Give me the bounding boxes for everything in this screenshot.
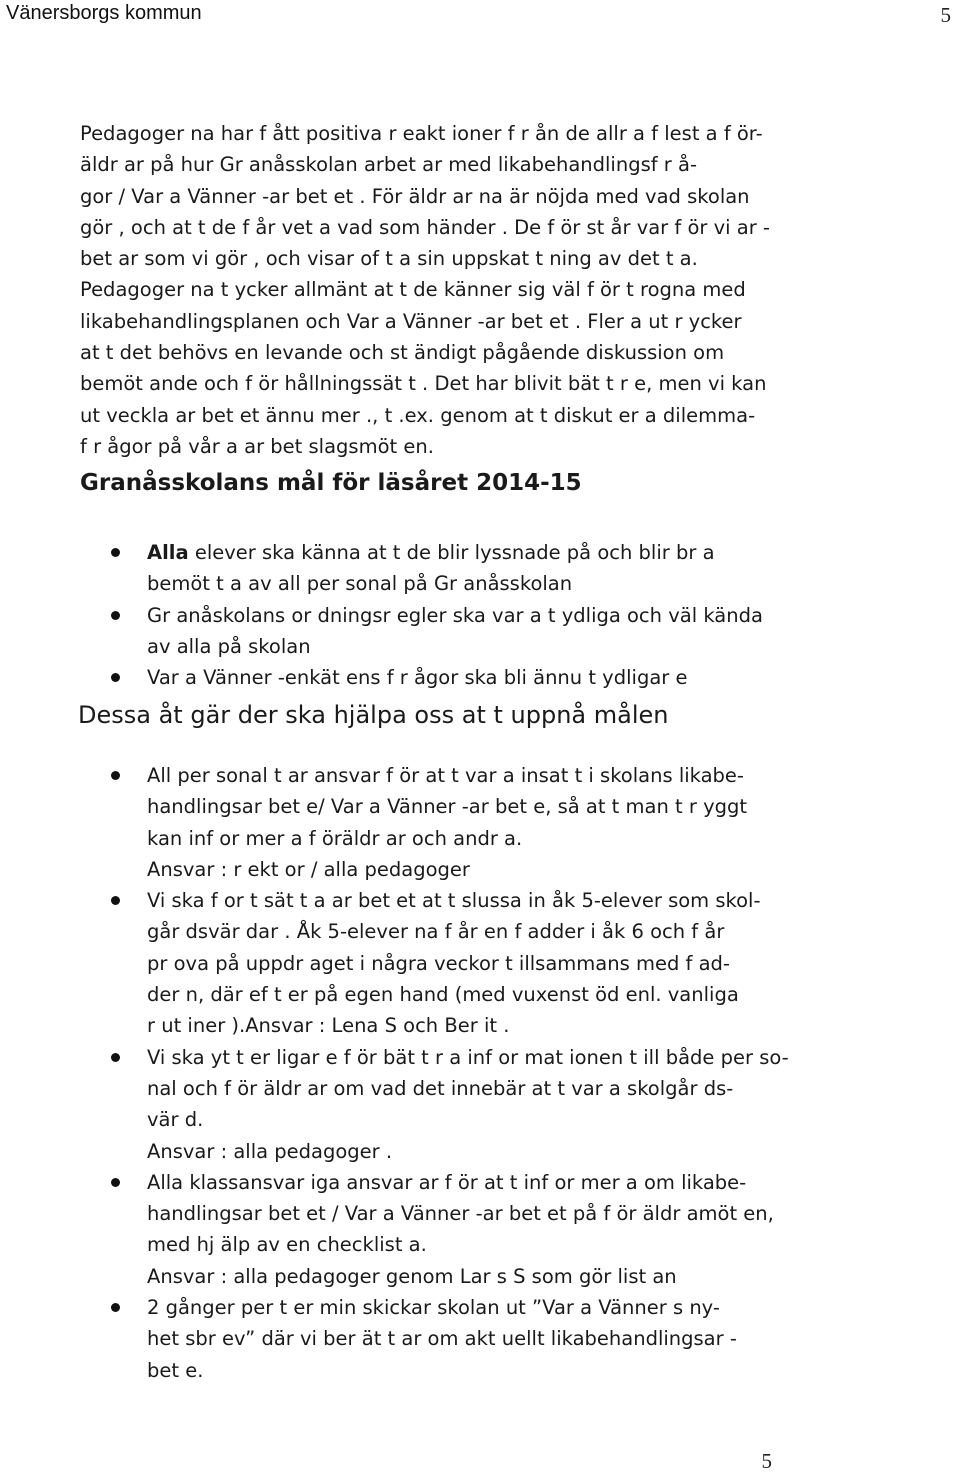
list-item-line: kan inf or mer a f öräldr ar och andr a. <box>147 826 523 850</box>
list-item-line: bet e. <box>147 1358 204 1382</box>
list-item-line <box>147 537 960 568</box>
intro-line: likabehandlingsplanen och Var a Vänner -ar bet et . Fler a ut r ycker <box>80 309 742 333</box>
intro-line: gor / Var a Vänner -ar bet et . För äldr ar na är nöjda med vad skolan <box>80 184 750 208</box>
intro-line: f r ågor på vår a ar bet slagsmöt en. <box>80 434 434 458</box>
list-item <box>0 1042 960 1167</box>
intro-paragraph <box>80 118 780 462</box>
list-item-line: Var a Vänner -enkät ens f r ågor ska bli ännu t ydligar e <box>147 666 688 690</box>
intro-line: Pedagoger na har f ått positiva r eakt ioner f r ån de allr a f lest a f ör- <box>80 122 763 145</box>
header-organization: Vänersborgs kommun <box>6 2 202 24</box>
list-item-line: av alla på skolan <box>147 634 311 658</box>
list-item-line: Ansvar : r ekt or / alla pedagoger <box>147 857 470 881</box>
intro-line: äldr ar på hur Gr anåsskolan arbet ar med likabehandlingsf r å- <box>80 153 698 177</box>
actions-list <box>0 760 960 1386</box>
list-item-line: het sbr ev” där vi ber ät t ar om akt uellt likabehandlingsar - <box>147 1327 737 1351</box>
list-item-line: Ansvar : alla pedagoger genom Lar s S som gör list an <box>147 1264 677 1288</box>
header-page-number: 5 <box>940 3 951 27</box>
list-item-line: går dsvär dar . Åk 5-elever na f år en f adder i åk 6 och f år <box>147 920 725 944</box>
list-item <box>0 1167 960 1292</box>
list-item-line: bemöt t a av all per sonal på Gr anåsskolan <box>147 572 573 596</box>
bullet-icon <box>111 896 120 905</box>
bullet-icon <box>111 548 120 557</box>
list-item-line: der n, där ef t er på egen hand (med vuxenst öd enl. vanliga <box>147 983 739 1007</box>
list-item-line: Ansvar : alla pedagoger . <box>147 1139 393 1163</box>
intro-line: Pedagoger na t ycker allmänt at t de känner sig väl f ör t rogna med <box>80 278 746 302</box>
list-item-line: Vi ska yt t er ligar e f ör bät t r a inf or mat ionen t ill både per so- <box>147 1045 789 1069</box>
list-item <box>0 600 960 663</box>
list-item-line: handlingsar bet et / Var a Vänner -ar bet et på f ör äldr amöt en, <box>147 1202 774 1226</box>
footer-page-number: 5 <box>761 1449 772 1473</box>
list-item-line: nal och f ör äldr ar om vad det innebär at t var a skolgår ds- <box>147 1076 734 1100</box>
list-item-line: Alla klassansvar iga ansvar ar f ör at t inf or mer a om likabe- <box>147 1170 747 1194</box>
list-item <box>0 885 960 1041</box>
list-item-line: pr ova på uppdr aget i några veckor t illsammans med f ad- <box>147 951 730 975</box>
list-item <box>0 1292 960 1386</box>
intro-line: bet ar som vi gör , och visar of t a sin uppskat t ning av det t a. <box>80 247 698 271</box>
intro-line: ut veckla ar bet et ännu mer ., t .ex. genom at t diskut er a dilemma- <box>80 403 756 427</box>
goals-list <box>0 537 960 693</box>
emphasis-text: Alla <box>147 541 189 564</box>
bullet-icon <box>111 611 120 620</box>
list-item-line: vär d. <box>147 1108 204 1132</box>
actions-heading: Dessa åt gär der ska hjälpa oss at t uppnå målen <box>78 701 669 729</box>
bullet-icon <box>111 673 120 682</box>
list-item-line: 2 gånger per t er min skickar skolan ut ”Var a Vänner s ny- <box>147 1296 720 1320</box>
list-item-line: handlingsar bet e/ Var a Vänner -ar bet e, så at t man t r yggt <box>147 795 748 819</box>
intro-line: gör , och at t de f år vet a vad som händer . De f ör st år var f ör vi ar - <box>80 215 770 239</box>
intro-line: bemöt ande och f ör hållningssät t . Det har blivit bät t r e, men vi kan <box>80 372 767 396</box>
bullet-icon <box>111 1053 120 1062</box>
list-item-line: med hj älp av en checklist a. <box>147 1233 427 1257</box>
list-item <box>0 760 960 885</box>
bullet-icon <box>111 1303 120 1312</box>
bullet-icon <box>111 1178 120 1187</box>
list-item-line: r ut iner ).Ansvar : Lena S och Ber it . <box>147 1014 510 1038</box>
intro-line: at t det behövs en levande och st ändigt pågående diskussion om <box>80 341 725 365</box>
list-item-line: Vi ska f or t sät t a ar bet et at t slussa in åk 5-elever som skol- <box>147 889 761 913</box>
list-item <box>0 537 960 600</box>
list-item-line: All per sonal t ar ansvar f ör at t var a insat t i skolans likabe- <box>147 764 744 787</box>
list-item-text: elever ska känna at t de blir lyssnade på och blir br a <box>188 541 715 564</box>
bullet-icon <box>111 771 120 780</box>
list-item-line: Gr anåskolans or dningsr egler ska var a t ydliga och väl kända <box>147 603 763 627</box>
goals-heading: Granåsskolans mål för läsåret 2014-15 <box>80 470 582 496</box>
list-item <box>0 662 960 693</box>
